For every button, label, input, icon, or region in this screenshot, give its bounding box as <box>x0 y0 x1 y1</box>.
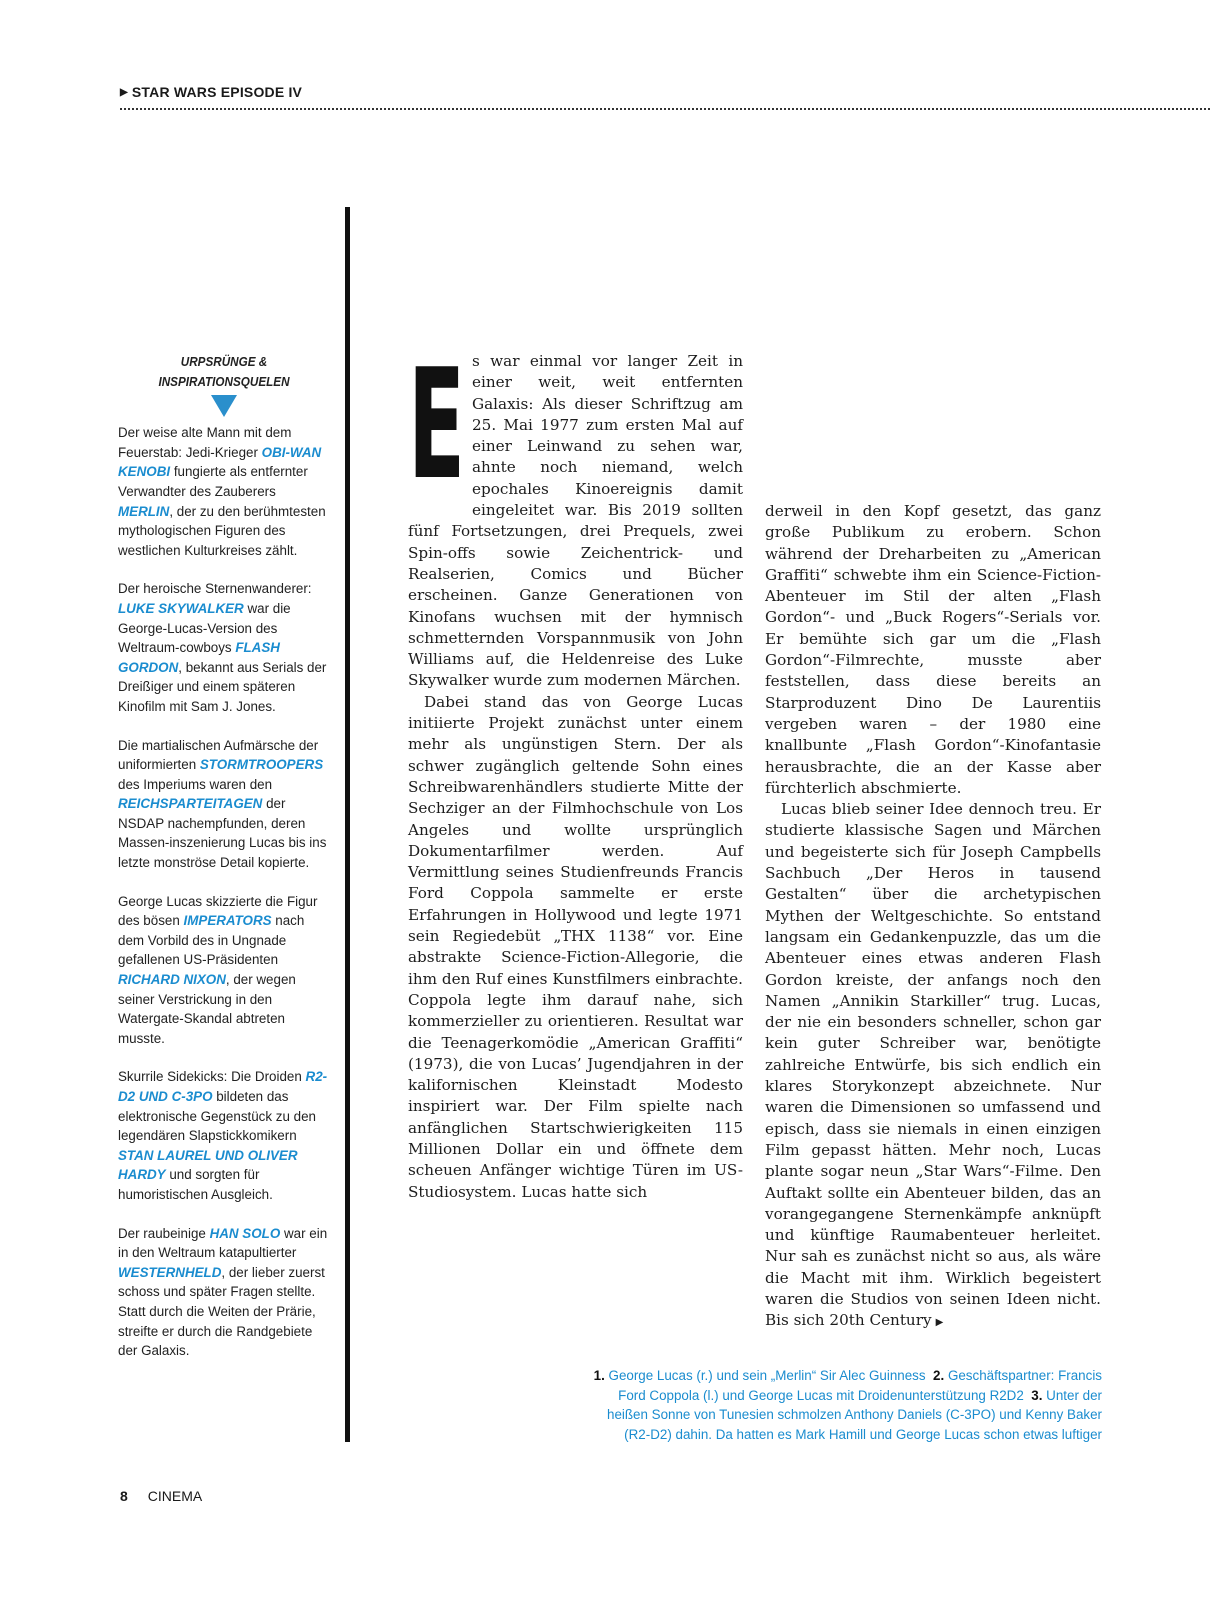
sidebar-box <box>118 352 330 1380</box>
caption-text: Geschäftspartner: Francis Ford Coppola (l.) und George Lucas mit Droidenunterstützung R2D2 <box>618 1368 1102 1403</box>
page-footer <box>120 1488 202 1504</box>
continue-arrow-icon: ▶ <box>935 1317 944 1329</box>
triangle-down-icon <box>211 395 237 417</box>
text-run: Der weise alte Mann mit dem Feuerstab: Jedi-Krieger <box>118 425 292 460</box>
text-run: , der zu den berühmtesten mythologischen Figuren des westlichen Kulturkreises zählt. <box>118 503 326 558</box>
article-paragraph: s war einmal vor langer Zeit in einer weit, weit entfernten Galaxis: Als dieser Schriftzug am 25. Mai 1977 zum ersten Mal auf einer Leinwand zu sehen war, ahnte noch niemand, welch epochales Kinoereignis damit eingeleitet war. Bis 2019 sollten fünf Fortsetzungen, drei Prequels, zwei Spin-offs sowie Zeichentrick- und Realserien, Comics und Bücher erscheinen. Ganze Generationen von Kinofans wuchsen mit der hymnisch schmetternden Vorspannmusik von John Williams auf, die Heldenreise des Luke Skywalker wurde zum modernen Märchen. <box>408 352 743 690</box>
text-run: Der raubeinige <box>118 1225 210 1241</box>
article-column-2 <box>765 501 1101 1334</box>
highlight-term: FLASH GORDON <box>118 640 280 675</box>
highlight-term: LUKE SKYWALKER <box>118 600 244 616</box>
article-paragraph: Dabei stand das von George Lucas initiierte Projekt zunächst unter einem mehr als ungünstigen Stern. Der als schwer zugänglich geltende Sohn eines Schreibwarenhändlers studierte Mitte der Sechziger an der Filmhochschule von Los Angeles und wollte ursprünglich Dokumentarfilmer werden. Auf Vermittlung seines Studienfreunds Francis Ford Coppola sammelte er erste Erfahrungen in Hollywood und legte 1971 sein Regiedebüt „THX 1138“ vor. Eine abstrakte Science-Fiction-Allegorie, die ihm den Ruf eines Kunstfilmers einbrachte. Coppola legte ihm darauf nahe, sich kommerzieller zu orientieren. Resultat war die Teenagerkomödie „American Graffiti“ (1973), die von Lucas’ Jugendjahren in der kalifornischen Kleinstadt Modesto inspiriert war. Der Film spielte nach anfänglichen Startschwierigkeiten 115 Millionen Dollar ein und öffnete dem scheuen Anfänger wichtige Türen im US-Studiosystem. Lucas hatte sich <box>408 692 743 1201</box>
text-run: , der lieber zuerst schoss und später Fragen stellte. Statt durch die Weiten der Prärie, streifte er durch die Randgebiete der Galaxis. <box>118 1264 325 1359</box>
caption-text: George Lucas (r.) und sein „Merlin“ Sir Alec Guinness <box>608 1368 926 1383</box>
sidebar-paragraph <box>118 1067 330 1204</box>
highlight-term: OBI-WAN KENOBI <box>118 444 322 480</box>
sidebar-paragraph <box>118 579 330 716</box>
dotted-divider <box>120 108 1210 110</box>
caption-number: 1. <box>593 1368 605 1383</box>
highlight-term: STAN LAUREL UND OLIVER HARDY <box>118 1147 298 1183</box>
article-column-1 <box>408 336 743 1203</box>
highlight-term: RICHARD NIXON <box>118 972 226 988</box>
text-run: war ein in den Weltraum katapultierter <box>118 1225 328 1261</box>
highlight-term: STORMTROOPERS <box>199 757 324 773</box>
text-run: fungierte als entfernter Verwandter des Zauberers <box>118 464 308 499</box>
vertical-rule <box>345 207 350 1442</box>
sidebar-paragraph <box>118 1224 330 1361</box>
highlight-term: HAN SOLO <box>209 1225 281 1241</box>
text-run: Die martialischen Aufmärsche der uniformierten <box>118 737 319 773</box>
text-run: war die George-Lucas-Version des Weltraum-cowboys <box>118 600 291 656</box>
sidebar-paragraph <box>118 736 330 873</box>
article-paragraph <box>765 799 1101 1333</box>
page-number: 8 <box>120 1488 128 1504</box>
magazine-name: CINEMA <box>147 1488 203 1504</box>
section-title: STAR WARS EPISODE IV <box>131 84 303 100</box>
highlight-term: WESTERNHELD <box>118 1264 222 1280</box>
text-run: , der wegen seiner Verstrickung in den Watergate-Skandal abtreten musste. <box>118 972 296 1046</box>
triangle-right-icon: ▶ <box>120 86 128 98</box>
text-run: Der heroische Sternenwanderer: <box>118 581 312 597</box>
text-run: des Imperiums waren den <box>118 776 273 792</box>
highlight-term: R2-D2 UND C-3PO <box>118 1069 328 1104</box>
highlight-term: MERLIN <box>118 503 170 519</box>
text-run: George Lucas skizzierte die Figur des bösen <box>118 893 318 929</box>
highlight-term: IMPERATORS <box>183 913 272 929</box>
article-paragraph: derweil in den Kopf gesetzt, das ganz große Publikum zu erobern. Schon während der Dreharbeiten zu „American Graffiti“ schwebte ihm ein Science-Fiction-Abenteuer im Stil der alten „Flash Gordon“- und „Buck Rogers“-Serials vor. Er bemühte sich gar um die „Flash Gordon“-Filmrechte, musste aber feststellen, dass diese bereits an Starproduzent Dino De Laurentiis vergeben waren – der 1980 eine knallbunte „Flash Gordon“-Kinofantasie herausbrachte, die an der Kasse aber fürchterlich abschmierte. <box>765 502 1101 797</box>
caption-text: Unter der heißen Sonne von Tunesien schmolzen Anthony Daniels (C-3PO) und Kenny Baker (R2-D2) dahin. Da hatten es Mark Hamill und George Lucas schon etwas luftiger <box>607 1387 1102 1442</box>
drop-cap: E <box>408 336 466 513</box>
text-run: , bekannt aus Serials der Dreißiger und einem späteren Kinofilm mit Sam J. Jones. <box>118 659 327 714</box>
text-run: und sorgten für humoristischen Ausgleich. <box>118 1167 273 1202</box>
text-run: bildeten das elektronische Gegenstück zu den legendären Slapstickkomikern <box>118 1089 317 1144</box>
photo-captions <box>585 1366 1102 1444</box>
text-run: Skurrile Sidekicks: Die Droiden <box>118 1069 306 1085</box>
text-run: nach dem Vorbild des in Ungnade gefallenen US-Präsidenten <box>118 913 305 968</box>
highlight-term: REICHSPARTEITAGEN <box>118 796 263 812</box>
section-label <box>120 84 1229 100</box>
sidebar-paragraph <box>118 892 330 1049</box>
sidebar-title: URPSRÜNGE & INSPIRATIONSQUELEN <box>158 354 290 389</box>
text-run: der NSDAP nachempfunden, deren Massen-inszenierung Lucas bis ins letzte monströse Detail kopierte. <box>118 796 327 871</box>
caption-number: 3. <box>1031 1387 1043 1403</box>
sidebar-paragraph <box>118 423 330 560</box>
text-run: Lucas blieb seiner Idee dennoch treu. Er studierte klassische Sagen und Märchen und begeisterte sich für Joseph Campbells Sachbuch „Der Heros in tausend Gestalten“ über die archetypischen Mythen der Weltgeschichte. So entstand langsam ein Gedankenpuzzle, das um die Abenteuer eines etwas anderen Flash Gordon kreiste, der anfangs noch den Namen „Annikin Starkiller“ trug. Lucas, der nie ein besonders schneller, schon gar kein guter Schreiber war, benötigte zahlreiche Entwürfe, bis sich endlich ein klares Storykonzept abzeichnete. Nur waren die Dimensionen so umfassend und episch, dass sie niemals in einen einzigen Film gepasst hätten. Mehr noch, Lucas plante sogar neun „Star Wars“-Filme. Den Auftakt sollte ein Abenteuer bilden, das an vorangegangene Sternenkämpfe anknüpft und künftige Raumabenteuer herleitet. Nur sah es zunächst nicht so aus, als wäre die Macht mit ihm. Wirklich begeistert waren die Studios von seinen Ideen nicht. Bis sich 20th Century <box>765 800 1101 1330</box>
section-header <box>120 84 1229 110</box>
caption-number: 2. <box>933 1368 945 1383</box>
